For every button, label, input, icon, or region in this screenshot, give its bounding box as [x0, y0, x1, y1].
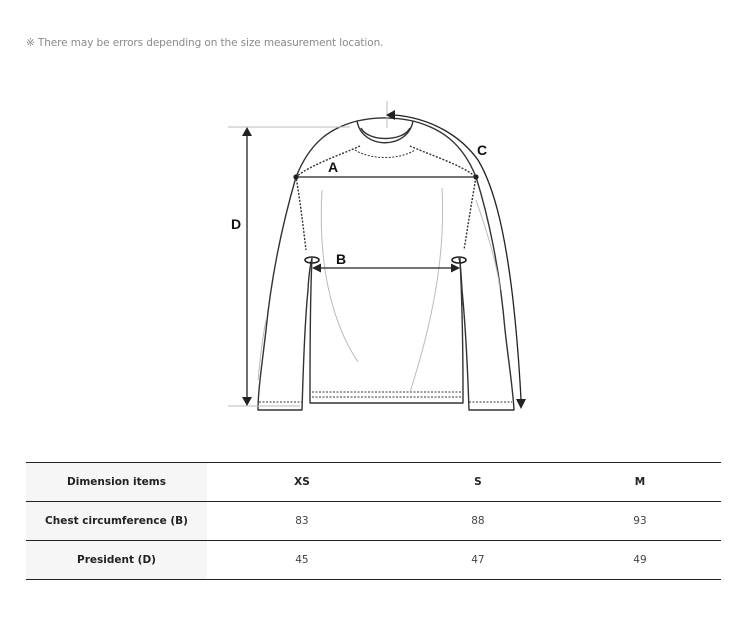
table-cell: 47 [397, 541, 559, 580]
table-row [26, 541, 721, 580]
size-header: XS [207, 463, 397, 502]
collar-top [357, 118, 413, 121]
size-header: M [559, 463, 721, 502]
table-row [26, 502, 721, 541]
raglan-seam-right [410, 146, 476, 250]
size-header: S [397, 463, 559, 502]
fold-lines [258, 188, 500, 392]
dimension-c [386, 101, 526, 409]
sweater-outline [258, 118, 514, 410]
dimension-a [293, 174, 478, 179]
dimension-b [305, 257, 466, 273]
collar-stitch [355, 150, 415, 158]
row-label: Chest circumference (B) [26, 502, 207, 541]
table-cell: 49 [559, 541, 721, 580]
size-table [26, 462, 721, 580]
table-cell: 93 [559, 502, 721, 541]
collar-outer [357, 121, 413, 143]
table-cell: 83 [207, 502, 397, 541]
label-d: D [231, 216, 242, 232]
table-cell: 88 [397, 502, 559, 541]
table-cell: 45 [207, 541, 397, 580]
table-header-row [26, 463, 721, 502]
measurement-note: ※ There may be errors depending on the size measurement location. [26, 37, 384, 49]
sweater-body [310, 258, 463, 403]
label-c: C [477, 142, 488, 158]
label-a: A [328, 159, 339, 175]
header-label: Dimension items [26, 463, 207, 502]
label-b: B [336, 251, 347, 267]
row-label: President (D) [26, 541, 207, 580]
